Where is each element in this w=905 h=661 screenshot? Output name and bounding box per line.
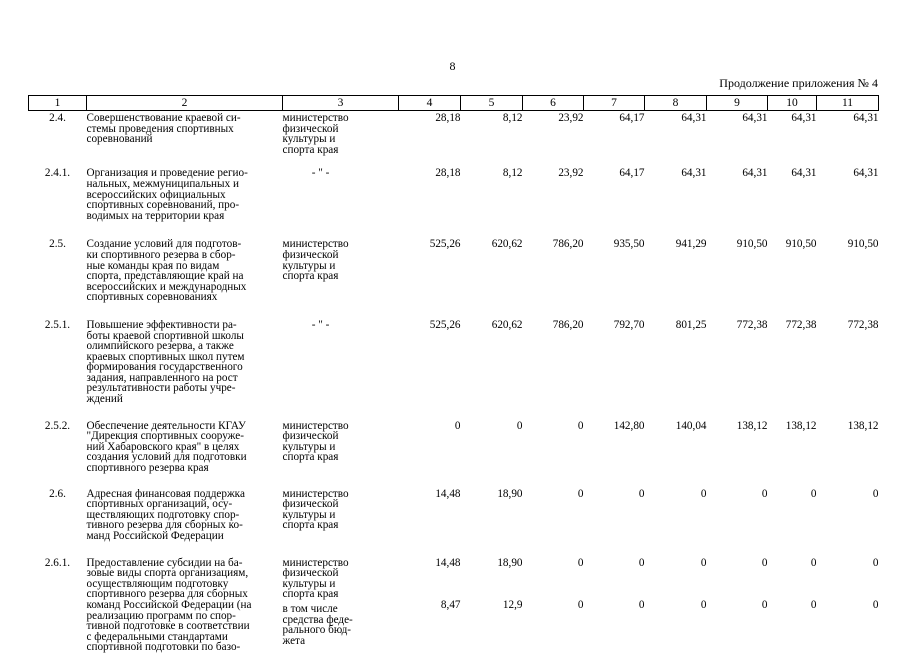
column-header: 5 <box>461 96 523 111</box>
row-value: 772,38 <box>847 318 879 331</box>
row-executor: министерство физической культуры и спорта края <box>282 419 349 464</box>
column-header: 2 <box>87 96 283 111</box>
row-executor: министерство физической культуры и спорта края <box>282 487 349 532</box>
row-sub-value: 0 <box>761 599 768 612</box>
row-value: 28,18 <box>435 167 461 180</box>
header-row <box>29 96 879 111</box>
row-value: 525,26 <box>429 318 461 331</box>
column-header: 1 <box>29 96 87 111</box>
row-value: 64,31 <box>853 167 879 180</box>
column-header: 4 <box>399 96 461 111</box>
row-value: 935,50 <box>613 238 645 251</box>
row-value: 23,92 <box>558 112 584 124</box>
table-row <box>29 311 879 413</box>
row-value: 64,31 <box>681 167 707 180</box>
row-value: 0 <box>761 487 768 500</box>
column-header: 10 <box>768 96 817 111</box>
row-value: 525,26 <box>429 238 461 251</box>
row-executor: министерство физической культуры и спорта края <box>282 238 349 283</box>
row-value: 64,31 <box>791 167 817 180</box>
row-name: Обеспечение деятельности КГАУ "Дирекция спортивных сооруже- ний Хабаровского края" в целях создания условий для подготовки спортивного резерва края <box>86 419 247 475</box>
row-value: 8,12 <box>502 167 523 180</box>
row-value: 786,20 <box>552 238 584 251</box>
row-value: 14,48 8,47 <box>399 550 461 661</box>
row-value: 18,90 <box>497 487 523 500</box>
row-code: 2.6. <box>49 487 66 500</box>
row-name: Совершенствование краевой си- стемы проведения спортивных соревнований <box>86 112 241 146</box>
row-value: 138,12 <box>736 419 768 432</box>
appendix-table <box>28 95 879 661</box>
column-header: 6 <box>523 96 584 111</box>
row-sub-value: 12,9 <box>502 599 523 612</box>
row-value: 142,80 <box>613 419 645 432</box>
row-value: 23,92 <box>558 167 584 180</box>
row-value: 0 <box>638 487 645 500</box>
row-value: 0 <box>577 419 584 432</box>
row-value: 0 <box>700 487 707 500</box>
row-value: 620,62 <box>491 318 523 331</box>
row-value: 941,29 <box>675 238 707 251</box>
table-row <box>29 482 879 550</box>
row-value: 0 <box>454 419 461 432</box>
row-sub-value: 0 <box>700 599 707 612</box>
row-value: 910,50 <box>785 238 817 251</box>
row-value: 0 <box>810 487 817 500</box>
row-sub-value: 8,47 <box>440 599 461 612</box>
row-value: 0 <box>872 487 879 500</box>
row-sub-value: 0 <box>577 599 584 612</box>
row-code: 2.4.1. <box>44 167 71 180</box>
row-value: 64,31 <box>742 112 768 124</box>
row-code: 2.5.1. <box>44 318 71 331</box>
row-value: 140,04 <box>675 419 707 432</box>
row-value: 64,31 <box>742 167 768 180</box>
row-value: 138,12 <box>847 419 879 432</box>
row-value: 772,38 <box>736 318 768 331</box>
table-row <box>29 229 879 311</box>
table-row <box>29 413 879 482</box>
row-value: 28,18 <box>435 112 461 124</box>
row-name: Предоставление субсидии на ба- зовые виды спорта организациям, осуществляющим подготовку спортивного резерва для сборных команд Российской Федерации (на реализацию программ по спор- тивной подготовке в соответствии с федеральными стандартами спортивной подготовки по базо- <box>86 556 252 654</box>
row-value: 0 <box>516 419 523 432</box>
row-code: 2.5.2. <box>44 419 71 432</box>
row-value: 0 0 <box>768 550 817 661</box>
row-executor: министерство физической культуры и спорта края <box>282 112 349 156</box>
row-value: 0 0 <box>523 550 584 661</box>
row-value: 8,12 <box>502 112 523 124</box>
row-value: 772,38 <box>785 318 817 331</box>
table-row <box>29 550 879 661</box>
row-sub-value: 0 <box>872 599 879 612</box>
row-sub-value: 0 <box>810 599 817 612</box>
row-value: 64,17 <box>619 112 645 124</box>
page-number: 8 <box>449 59 456 73</box>
row-value: 910,50 <box>736 238 768 251</box>
row-value: 14,48 <box>435 487 461 500</box>
table-row <box>29 111 879 164</box>
row-executor: - " - <box>311 167 330 180</box>
column-header: 11 <box>817 96 879 111</box>
row-value: 18,90 12,9 <box>461 550 523 661</box>
row-value: 792,70 <box>613 318 645 331</box>
row-code: 2.4. <box>49 112 66 124</box>
column-header: 9 <box>707 96 768 111</box>
row-executor: министерство физической культуры и спорта края в том числе средства феде- рального бюд- жета <box>283 550 399 661</box>
row-name: Адресная финансовая поддержка спортивных организаций, осу- ществляющих подготовку спор- тивного резерва для сборных ко- манд Российской Федерации <box>86 487 245 542</box>
row-value: 64,31 <box>853 112 879 124</box>
row-name: Создание условий для подготов- ки спортивного резерва в сбор- ные команды края по видам спорта, представляющие край на всероссийских и международных спортивных соревнованиях <box>86 238 247 304</box>
table-body <box>29 111 879 661</box>
row-value: 0 0 <box>817 550 879 661</box>
row-value: 0 0 <box>707 550 768 661</box>
row-value: 0 0 <box>584 550 645 661</box>
row-code: 2.6.1. <box>44 556 71 569</box>
row-value: 0 <box>577 487 584 500</box>
row-sub-executor: в том числе средства феде- рального бюд- жета <box>282 602 353 647</box>
column-header: 3 <box>283 96 399 111</box>
row-value: 620,62 <box>491 238 523 251</box>
row-value: 64,31 <box>791 112 817 124</box>
row-value: 138,12 <box>785 419 817 432</box>
row-name: Повышение эффективности ра- боты краевой спортивной школы олимпийского резерва, а также краевых спортивных школ путем формирования государственного задания, направленного на рост результативности работы учре- ждений <box>86 318 245 406</box>
row-value: 0 0 <box>645 550 707 661</box>
continuation-label: Продолжение приложения № 4 <box>719 76 878 90</box>
row-value: 910,50 <box>847 238 879 251</box>
row-value: 786,20 <box>552 318 584 331</box>
row-executor: - " - <box>311 318 330 331</box>
row-name: Организация и проведение регио- нальных, межмуниципальных и всероссийских официальных спортивных соревнований, про- водимых на территории края <box>86 167 248 222</box>
row-value: 64,31 <box>681 112 707 124</box>
column-header: 8 <box>645 96 707 111</box>
row-code: 2.5. <box>49 238 66 251</box>
row-sub-value: 0 <box>638 599 645 612</box>
row-value: 64,17 <box>619 167 645 180</box>
column-header: 7 <box>584 96 645 111</box>
row-value: 801,25 <box>675 318 707 331</box>
table-row <box>29 163 879 229</box>
